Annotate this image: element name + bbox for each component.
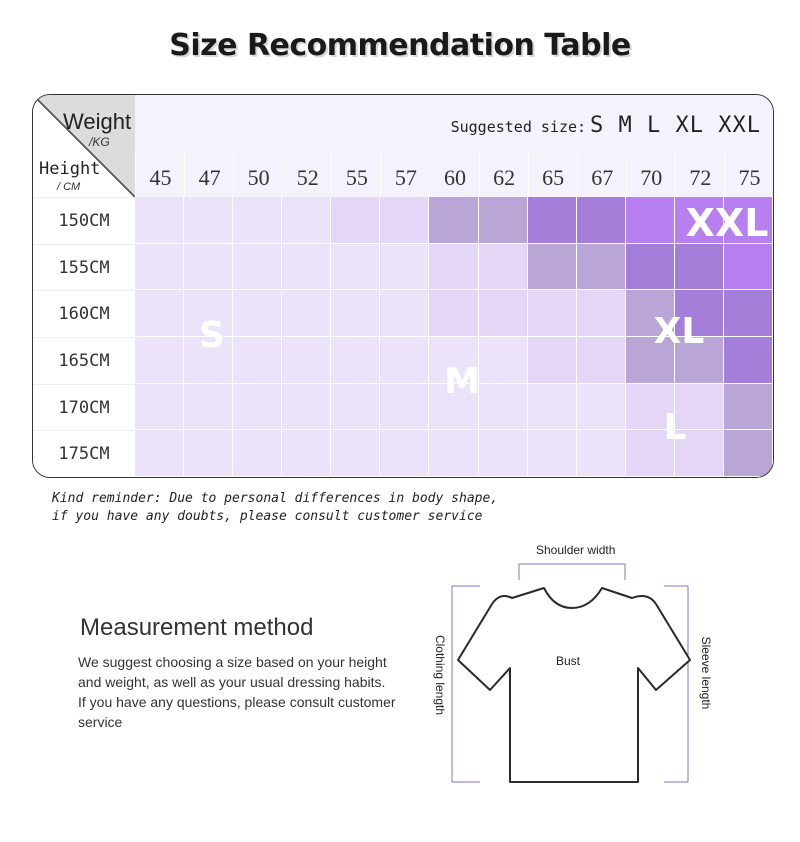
height-label: Height xyxy=(39,159,101,179)
size-cell xyxy=(331,197,380,244)
zone-label-m: M xyxy=(444,361,480,402)
size-cell xyxy=(282,430,331,477)
size-cell xyxy=(380,244,429,291)
bust-label: Bust xyxy=(556,654,581,668)
measurement-line-4: service xyxy=(78,714,123,730)
size-cell xyxy=(233,290,282,337)
tshirt-measurement-diagram xyxy=(420,540,720,790)
table-corner-header xyxy=(33,95,135,197)
height-header-cell: 165CM xyxy=(33,337,135,385)
size-grid xyxy=(135,197,773,477)
weight-header-row xyxy=(135,152,773,197)
shoulder-width-label: Shoulder width xyxy=(536,543,616,557)
suggested-size-list: S M L XL XXL xyxy=(590,113,761,138)
size-cell xyxy=(135,290,184,337)
weight-header-cell: 62 xyxy=(479,152,529,197)
weight-header-cell: 47 xyxy=(184,152,234,197)
size-cell xyxy=(380,337,429,384)
size-cell xyxy=(724,384,773,431)
size-cell xyxy=(577,290,626,337)
weight-header-cell: 72 xyxy=(675,152,725,197)
size-cell xyxy=(479,197,528,244)
size-cell xyxy=(282,290,331,337)
size-cell xyxy=(331,337,380,384)
suggested-size-band xyxy=(135,95,773,152)
size-cell xyxy=(233,197,282,244)
height-header-cell: 175CM xyxy=(33,430,135,478)
size-cell xyxy=(380,290,429,337)
measurement-line-3: If you have any questions, please consult customer xyxy=(78,694,396,710)
size-cell xyxy=(282,337,331,384)
weight-header-cell: 65 xyxy=(528,152,578,197)
zone-label-xl: XL xyxy=(653,311,705,352)
size-cell xyxy=(724,290,773,337)
measurement-title: Measurement method xyxy=(80,614,314,641)
weight-header-cell: 67 xyxy=(577,152,627,197)
weight-header-cell: 50 xyxy=(233,152,283,197)
size-cell xyxy=(675,244,724,291)
size-cell xyxy=(135,337,184,384)
size-cell xyxy=(577,384,626,431)
suggested-size-label: Suggested size: xyxy=(450,118,587,136)
size-cell xyxy=(233,244,282,291)
height-header-column xyxy=(33,197,135,477)
size-cell xyxy=(184,244,233,291)
weight-header-cell: 45 xyxy=(135,152,185,197)
size-cell xyxy=(331,290,380,337)
size-cell xyxy=(380,384,429,431)
measurement-line-2: and weight, as well as your usual dressing habits. xyxy=(78,674,386,690)
height-header-cell: 155CM xyxy=(33,244,135,292)
page-title: Size Recommendation Table xyxy=(169,28,631,63)
size-cell xyxy=(528,430,577,477)
zone-label-xxl: XXL xyxy=(685,201,769,245)
reminder-line-2: if you have any doubts, please consult customer service xyxy=(52,509,483,524)
size-cell xyxy=(577,244,626,291)
size-cell xyxy=(528,290,577,337)
reminder-line-1: Kind reminder: Due to personal differences in body shape, xyxy=(52,491,499,506)
size-cell xyxy=(429,430,478,477)
size-cell xyxy=(331,430,380,477)
height-unit: / CM xyxy=(57,181,81,193)
weight-header-cell: 60 xyxy=(429,152,479,197)
size-cell xyxy=(380,197,429,244)
size-cell xyxy=(429,197,478,244)
size-cell xyxy=(233,430,282,477)
size-cell xyxy=(282,197,331,244)
size-cell xyxy=(577,197,626,244)
weight-header-cell: 75 xyxy=(724,152,774,197)
kind-reminder xyxy=(52,490,498,526)
size-cell xyxy=(479,430,528,477)
measurement-line-1: We suggest choosing a size based on your height xyxy=(78,654,387,670)
size-cell xyxy=(724,337,773,384)
size-cell xyxy=(184,384,233,431)
size-cell xyxy=(528,197,577,244)
sleeve-length-label: Sleeve length xyxy=(699,636,713,710)
size-cell xyxy=(233,384,282,431)
weight-header-cell: 70 xyxy=(626,152,676,197)
size-cell xyxy=(380,430,429,477)
suggested-size-legend xyxy=(451,113,761,138)
measurement-description xyxy=(78,652,418,732)
size-cell xyxy=(184,430,233,477)
size-cell xyxy=(331,384,380,431)
size-cell xyxy=(135,430,184,477)
size-cell xyxy=(528,337,577,384)
size-cell xyxy=(184,197,233,244)
size-cell xyxy=(331,244,380,291)
weight-header-cell: 55 xyxy=(331,152,381,197)
size-cell xyxy=(135,244,184,291)
size-cell xyxy=(135,384,184,431)
size-cell xyxy=(626,244,675,291)
weight-header-cell: 57 xyxy=(380,152,430,197)
size-cell xyxy=(626,197,675,244)
size-cell xyxy=(479,290,528,337)
zone-label-s: S xyxy=(199,315,225,356)
size-cell xyxy=(429,244,478,291)
size-cell xyxy=(724,244,773,291)
weight-header-cell: 52 xyxy=(282,152,332,197)
clothing-length-label: Clothing length xyxy=(433,634,447,716)
size-cell xyxy=(233,337,282,384)
size-cell xyxy=(724,430,773,477)
height-header-cell: 160CM xyxy=(33,290,135,338)
size-cell xyxy=(577,337,626,384)
size-cell xyxy=(282,244,331,291)
size-cell xyxy=(528,244,577,291)
size-cell xyxy=(479,244,528,291)
height-header-cell: 170CM xyxy=(33,384,135,432)
size-cell xyxy=(577,430,626,477)
weight-label: Weight xyxy=(63,109,132,134)
height-header-cell: 150CM xyxy=(33,197,135,245)
size-cell xyxy=(282,384,331,431)
size-table xyxy=(32,94,774,478)
zone-label-l: L xyxy=(663,407,687,448)
size-cell xyxy=(135,197,184,244)
size-cell xyxy=(528,384,577,431)
weight-unit: /KG xyxy=(89,135,110,149)
size-cell xyxy=(429,290,478,337)
